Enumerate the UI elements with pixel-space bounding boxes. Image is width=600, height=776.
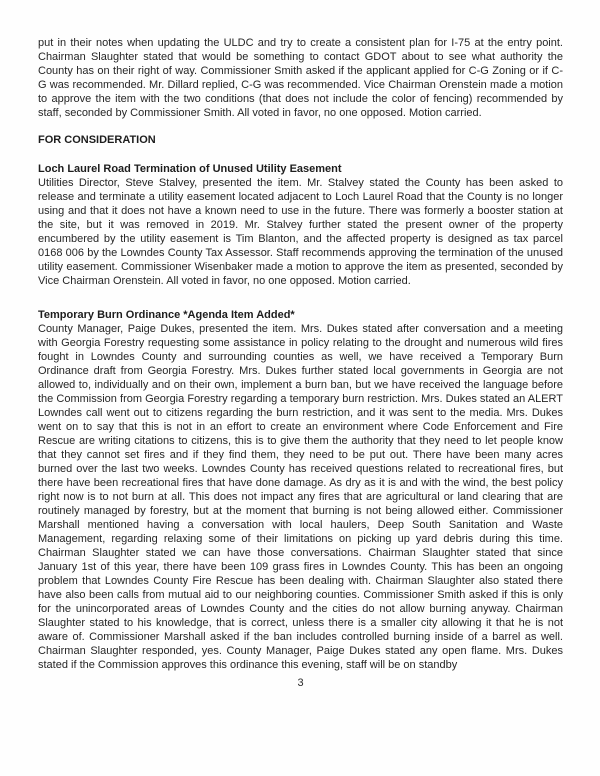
paragraph-temporary-burn-ordinance: County Manager, Paige Dukes, presented the item. Mrs. Dukes stated after conversation and a meeting with Georgia Forestry requesting some assistance in policy relating to the drought and numerous wild fires fought in Lowndes County and surrounding counties as well, we have received a Temporary Burn Ordinance draft from Georgia Forestry. Mrs. Dukes further stated local governments in Georgia are not allowed to, individually and on their own, implement a burn ban, but we have received the language before the Commission from Georgia Forestry regarding a temporary burn restriction. Mrs. Dukes stated an ALERT Lowndes call went out to citizens regarding the burn restriction, and it was sent to the media. Mrs. Dukes went on to say that this is not in an effort to create an environment where Code Enforcement and Fire Rescue are writing citations to citizens, this is to give them the authority that they need to let people know that they cannot set fires and if they find them, they need to be put out. There have been many acres burned over the last two weeks. Lowndes County has received questions related to recreational fires, but there have been recreational fires that have done damage. As dry as it is and with the wind, the best policy right now is to not burn at all. This does not impact any fires that are agricultural or land clearing that are routinely managed by forestry, but at the moment that burning is not being allowed either. Commissioner Marshall mentioned having a conversation with local haulers, Deep South Sanitation and Waste Management, regarding relaxing some of their limitations on picking up yard debris during this time. Chairman Slaughter stated we can have those conversations. Chairman Slaughter stated that since January 1st of this year, there have been 109 grass fires in Lowndes County. This has been an ongoing problem that Lowndes County Fire Rescue has been dealing with. Chairman Slaughter also stated there have also been calls from mutual aid to our neighboring counties. Commissioner Smith asked if this is only for the unincorporated areas of Lowndes County and the cities do not allow burning anyway. Chairman Slaughter stated to his knowledge, that is correct, unless there is a smaller city allowing it that he is not aware of. Commissioner Marshall asked if the ban includes controlled burning inside of a barrel as well. Chairman Slaughter responded, yes. County Manager, Paige Dukes stated any open flame. Mrs. Dukes stated if the Commission approves this ordinance this evening, staff will be on standby [38,323,563,671]
paragraph-loch-laurel-road-easement: Utilities Director, Steve Stalvey, presented the item. Mr. Stalvey stated the County has been asked to release and terminate a utility easement located adjacent to Loch Laurel Road that the County is no longer using and that it does not have a known need to use in the future. There was formerly a booster station at the site, but it was removed in 2019. Mr. Stalvey further stated the present owner of the property encumbered by the utility easement is Tim Blanton, and the affected property is designed as tax parcel 0168 006 by the Lowndes County Tax Assessor. Staff recommends approving the termination of the unused utility easement. Commissioner Wisenbaker made a motion to approve the item as presented, seconded by Vice Chairman Orenstein. All voted in favor, no one opposed. Motion carried. [38,177,563,287]
heading-temporary-burn-ordinance: Temporary Burn Ordinance *Agenda Item Added* [38,309,295,321]
heading-loch-laurel-road-easement: Loch Laurel Road Termination of Unused Utility Easement [38,163,342,175]
heading-for-consideration: FOR CONSIDERATION [38,134,156,146]
paragraph-uldc-zoning-continuation: put in their notes when updating the ULDC and try to create a consistent plan for I-75 at the entry point. Chairman Slaughter stated that would be something to contact GDOT about to see what authority the County has on their right of way. Commissioner Smith asked if the applicant applied for C-G Zoning or if C-G was recommended. Mr. Dillard replied, C-G was recommended. Vice Chairman Orenstein made a motion to approve the item with the two conditions (that does not include the color of fencing) recommended by staff, seconded by Commissioner Smith. All voted in favor, no one opposed. Motion carried. [38,37,563,119]
page-number: 3 [297,677,304,689]
